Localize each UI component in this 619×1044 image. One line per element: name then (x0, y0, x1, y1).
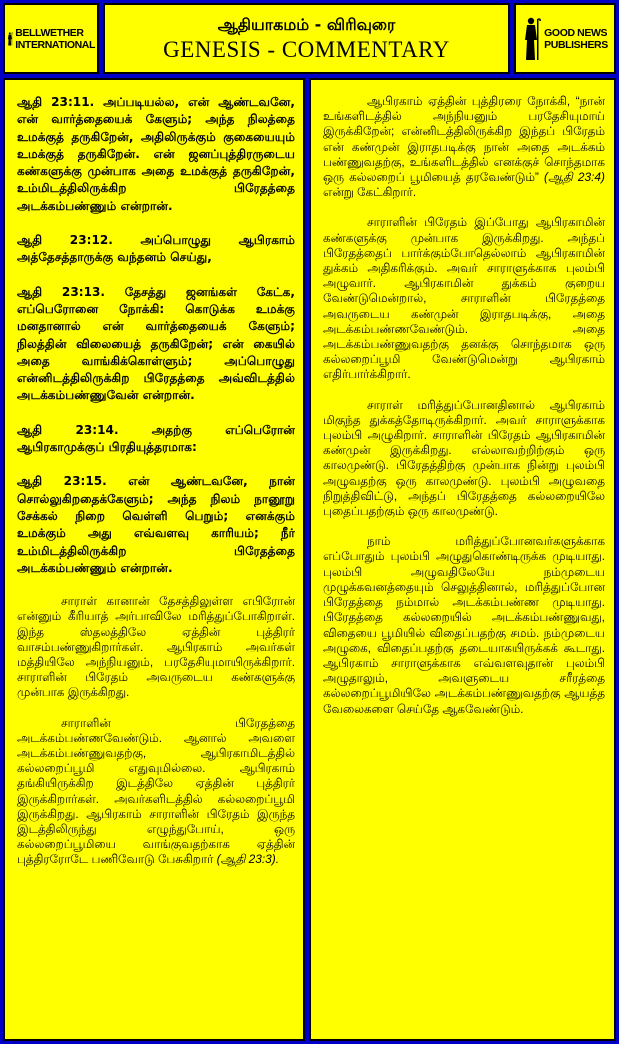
title-english: GENESIS - COMMENTARY (163, 37, 450, 62)
logo-line: INTERNATIONAL (15, 38, 95, 51)
good-news-publishers-logo (514, 3, 616, 74)
commentary-paragraph: சாராள் மரித்துப்போனதினால் ஆபிரகாம் மிகுந்த துக்கத்தோடிருக்கிறார். அவர் சாராளுக்காக புலம்பி அழுகிறார். சாராளின் பிரேதம் ஆபிரகாமின் கண்முன் இருக்கிறது. எல்லாவற்றிற்கும் ஒரு காலமுண்டு. பிரேதத்திற்கு முன்பாக நின்று புலம்பி அழுவதற்கு ஒரு காலமுண்டு. புலம்பி அழுவதை நிறுத்திவிட்டு, அந்தப் பிரேதத்தை கல்லறையிலே புதைப்பதற்கும் ஒரு காலமுண்டு. (323, 397, 605, 519)
commentary-paragraph: சாராள் கானான் தேசத்திலுள்ள எபிரோன் என்னும் கீரியாத் அர்பாவிலே மரித்துப்போகிறாள். இந்த ஸ்தலத்திலே ஏத்தின் புத்திரர் வாசம்பண்ணுகிறார்கள். ஆபிரகாம் அவர்கள் மத்தியிலே அந்நியனும், பரதேசியுமாயிருக்கிறார். சாராளின் பிரேதம் அவருடைய கண்களுக்கு முன்பாக இருக்கிறது. (17, 594, 295, 700)
commentary-paragraph (323, 94, 605, 200)
bellwether-logo (3, 3, 99, 74)
commentary-paragraph: நாம் மரித்துப்போனவர்களுக்காக எப்போதும் புலம்பி அழுதுகொண்டிருக்க முடியாது. புலம்பி அழுவதிலேயே நம்முடைய முழுக்கவனத்தையும் செலுத்தினால், மரித்துப்போன பிரேதத்தை நம்மால் அடக்கம்பண்ண முடியாது. பிரேதத்தை கல்லறையில் அடக்கம்பண்ணுவது, விதையை பூமியில் விதைப்பதற்கு சமம். நம்முடைய அழுகை, விதைப்பதற்கு தடையாகயிருக்கக் கூடாது. ஆபிரகாம் சாராளுக்காக எவ்வளவுதான் புலம்பி அழுதாலும், அவளுடைய சரீரத்தை கல்லறைப்பூமியிலே அடக்கம்பண்ணுவதற்கு ஆயத்த வேலைகளை செய்தே ஆகவேண்டும். (323, 534, 605, 716)
left-column (3, 78, 305, 1041)
shepherd-silhouette-icon (7, 16, 13, 62)
verse-text: ஆதி 23:14. அதற்கு எப்பெரோன் ஆபிரகாமுக்குப் பிரதியுத்தரமாக: (17, 422, 295, 455)
commentary-paragraph: சாராளின் பிரேதம் இப்போது ஆபிரகாமின் கண்களுக்கு முன்பாக இருக்கிறது. அந்தப் பிரேதத்தைப் பார்க்கும்போதெல்லாம் ஆபிரகாமின் துக்கம் அதிகரிக்கும். அவர் சாராளுக்காக புலம்பி அழுவார். ஆபிரகாமின் துக்கம் குறைய வேண்டுமென்றால், சாராளின் பிரேதத்தை அவருடைய கண்முன் இராதபடிக்கு, அதை அடக்கம்பண்ணவேண்டும். அதை அடக்கம்பண்ணுவதற்கு தனக்கு சொந்தமாக ஒரு கல்லறைப்பூமி வேண்டுமென்று ஆபிரகாம் எதிர்பார்க்கிறார். (323, 215, 605, 382)
scripture-reference: (ஆதி 23:3). (216, 852, 280, 867)
paragraph-text: ஆபிரகாம் ஏத்தின் புத்திரரை நோக்கி, “நான் உங்களிடத்தில் அந்நியனும் பரதேசியுமாய் இருக்கிறேன்; என்னிடத்திலிருக்கிற இந்தப் பிரேதம் என் கண்முன் இராதபடிக்கு நான் அதை அடக்கம் பண்ணுவதற்கு, உங்களிடத்தில் எனக்குச் சொந்தமாக ஒரு கல்லறைப் பூமியைத் தரவேண்டும்” (323, 94, 605, 185)
verse-text: ஆதி 23:13. தேசத்து ஜனங்கள் கேட்க, எப்பெரோனை நோக்கி: கொடுக்க உமக்கு மனதானால் என் வார்த்தையைக் கேளும்; நிலத்தின் விலையைத் தருகிறேன்; என் கையில் அதை வாங்கிக்கொள்ளும்; அப்பொழுது என்னிடத்திலிருக்கிற பிரேதத்தை அவ்விடத்தில் அடக்கம்பண்ணுவேன் என்றான். (17, 284, 295, 403)
logo-line: PUBLISHERS (544, 38, 608, 51)
title-tamil: ஆதியாகமம் - விரிவுரை (217, 15, 396, 34)
right-column (309, 78, 616, 1041)
paragraph-text: சாராளின் பிரேதத்தை அடக்கம்பண்ணவேண்டும். ஆனால் அவளை அடக்கம்பண்ணுவதற்கு, ஆபிரகாமிடத்தில் கல்லறைப்பூமி எதுவுமில்லை. ஆபிரகாம் தங்கியிருக்கிற இடத்திலே ஏத்தின் புத்திரர் இருக்கிறார்கள். அவர்களிடத்தில் கல்லறைப்பூமி இருக்கிறது. ஆபிரகாம் சாராளின் பிரேதம் இருந்த இடத்திலிருந்து எழுந்துபோய், ஒரு கல்லறைப்பூமியை வாங்குவதற்காக ஏத்தின் புத்திரரோடே பணிவோடு பேசுகிறார் (17, 715, 295, 867)
paragraph-text: என்று கேட்கிறார். (323, 185, 417, 200)
verse-text: ஆதி 23:12. அப்பொழுது ஆபிரகாம் அத்தேசத்தாருக்கு வந்தனம் செய்து, (17, 233, 295, 265)
verse-text: ஆதி 23:11. அப்படியல்ல, என் ஆண்டவனே, என் வார்த்தையைக் கேளும்; அந்த நிலத்தை உமக்குத் தருகிறேன், அதிலிருக்கும் குகையையும் உமக்குத் தருகிறேன். என் ஜனப்புத்திரருடைய கண்களுக்கு முன்பாக அதை உமக்குத் தருகிறேன், உம்மிடத்திலிருக்கிற பிரேதத்தை அடக்கம்பண்ணும் என்றான். (17, 95, 295, 213)
verse-text: ஆதி 23:15. என் ஆண்டவனே, நான் சொல்லுகிறதைக்கேளும்; அந்த நிலம் நானூறு சேக்கல் நிறை வெள்ளி பெறும்; எனக்கும் உமக்கும் அது எவ்வளவு காரியம்; நீர் உம்மிடத்திலிருக்கிற பிரேதத்தை அடக்கம்பண்ணும் என்றான். (17, 474, 295, 575)
commentary-paragraph (17, 716, 295, 868)
bellwether-logo-text (15, 27, 95, 51)
shepherd-silhouette-icon (522, 16, 542, 62)
good-news-logo-text (544, 27, 608, 51)
logo-line: GOOD NEWS (544, 26, 608, 39)
logo-line: BELLWETHER (15, 26, 84, 39)
page-header (103, 3, 510, 74)
scripture-reference: (ஆதி 23:4) (544, 170, 605, 185)
